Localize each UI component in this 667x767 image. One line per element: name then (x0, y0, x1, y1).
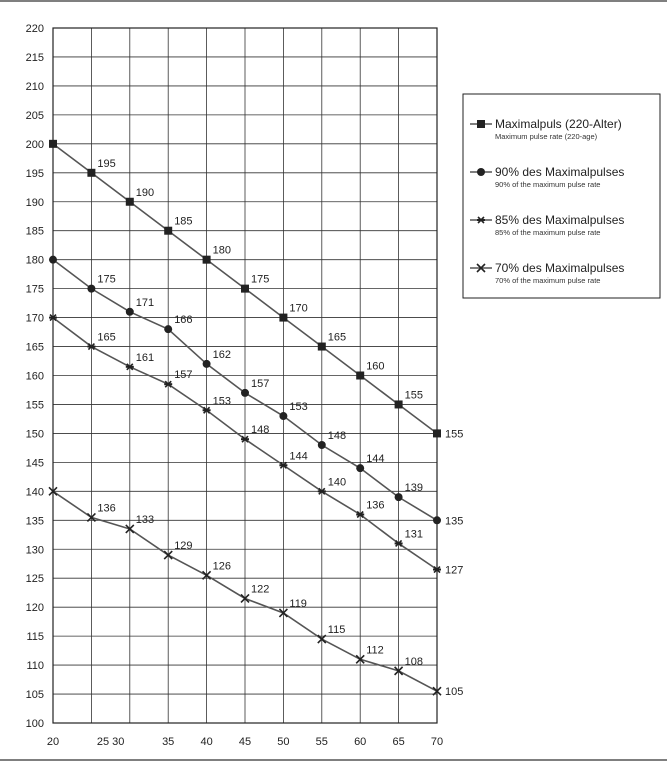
x-tick-label: 70 (430, 736, 444, 748)
data-point-circle (49, 256, 57, 264)
y-tick-label: 205 (25, 109, 44, 122)
x-tick-label: 35 (162, 736, 175, 748)
y-tick-label: 135 (25, 515, 44, 528)
data-label: 139 (404, 482, 423, 495)
data-label: 148 (251, 424, 270, 437)
data-label: 155 (404, 389, 423, 402)
plot-grid (53, 28, 437, 723)
data-label: 165 (97, 331, 116, 344)
y-tick-label: 165 (25, 341, 44, 354)
y-tick-label: 140 (25, 486, 44, 499)
y-tick-label: 115 (26, 631, 44, 644)
y-tick-label: 215 (25, 51, 44, 64)
data-label: 136 (97, 502, 116, 515)
x-tick-label: 45 (238, 736, 252, 748)
data-label: 175 (97, 273, 116, 286)
x-tick-label: 20 (46, 736, 60, 748)
data-label: 157 (251, 377, 270, 390)
y-tick-label: 180 (25, 254, 44, 267)
data-label: 153 (212, 395, 231, 408)
x-tick-label: 60 (354, 736, 367, 748)
legend-sublabel: 70% of the maximum pulse rate (495, 276, 601, 285)
series-1 (49, 140, 463, 441)
data-label: 175 (251, 273, 270, 286)
data-label: 170 (289, 302, 308, 315)
data-point-square (395, 400, 403, 408)
series-4 (49, 487, 463, 698)
data-point-circle (203, 360, 211, 368)
data-label: 160 (366, 360, 385, 373)
x-axis-ticks (47, 736, 443, 748)
legend-label: 85% des Maximalpulses (495, 213, 625, 227)
data-label: 129 (174, 540, 193, 553)
y-tick-label: 155 (25, 399, 44, 412)
y-tick-label: 145 (25, 457, 44, 470)
data-label: 127 (445, 564, 464, 577)
y-tick-label: 110 (26, 660, 44, 673)
data-point-square (87, 169, 95, 177)
data-label: 131 (404, 528, 423, 541)
data-label: 122 (251, 583, 270, 596)
y-tick-label: 105 (25, 689, 44, 702)
data-point-circle (433, 516, 441, 524)
y-tick-label: 220 (25, 23, 44, 35)
data-label: 112 (366, 644, 384, 657)
y-tick-label: 195 (25, 167, 44, 180)
data-label: 165 (327, 331, 347, 344)
data-point-square (279, 314, 287, 322)
data-point-circle (87, 285, 95, 293)
data-label: 190 (135, 186, 155, 199)
legend (463, 94, 660, 298)
legend-sublabel: Maximum pulse rate (220-age) (495, 132, 598, 141)
data-label: 144 (366, 453, 385, 466)
data-label: 135 (445, 515, 464, 528)
y-tick-label: 125 (25, 573, 44, 586)
data-label: 115 (327, 624, 346, 637)
data-label: 148 (327, 430, 347, 442)
y-tick-label: 120 (25, 602, 44, 615)
data-label: 180 (212, 244, 231, 257)
y-axis-ticks (26, 23, 44, 730)
y-tick-label: 175 (25, 283, 44, 296)
data-label: 144 (289, 450, 308, 463)
y-tick-label: 100 (25, 718, 44, 730)
data-point-circle (279, 412, 287, 420)
data-label: 119 (289, 597, 307, 610)
legend-label: 70% des Maximalpulses (495, 261, 625, 275)
x-tick-label: 65 (392, 736, 405, 748)
data-label: 133 (135, 513, 155, 526)
data-label: 105 (445, 686, 464, 699)
data-label: 157 (174, 369, 193, 382)
data-label: 126 (212, 560, 231, 573)
data-point-circle (318, 441, 326, 449)
data-label: 166 (174, 314, 193, 327)
y-tick-label: 210 (25, 80, 44, 93)
data-label: 171 (135, 296, 155, 309)
data-point-square (433, 429, 441, 437)
legend-sublabel: 85% of the maximum pulse rate (495, 228, 601, 237)
y-tick-label: 200 (25, 138, 44, 151)
data-label: 155 (445, 428, 464, 441)
legend-marker-circle (477, 168, 485, 176)
data-label: 140 (327, 476, 347, 489)
x-tick-label: 40 (200, 736, 213, 748)
data-point-circle (356, 464, 364, 472)
data-label: 195 (97, 157, 116, 170)
legend-marker-square (477, 120, 485, 128)
data-point-square (318, 343, 326, 351)
data-point-square (203, 256, 211, 264)
x-tick-label: 25 30 (96, 736, 125, 748)
legend-sublabel: 90% of the maximum pulse rate (495, 180, 601, 189)
y-tick-label: 185 (25, 225, 44, 238)
data-label: 153 (289, 401, 308, 414)
legend-label: 90% des Maximalpulses (495, 165, 625, 179)
data-label: 136 (366, 499, 385, 512)
y-tick-label: 130 (25, 544, 44, 557)
series-3 (49, 315, 463, 577)
data-point-circle (126, 308, 134, 316)
series-group (49, 140, 463, 698)
y-tick-label: 190 (25, 196, 44, 209)
data-point-circle (164, 325, 172, 333)
y-tick-label: 170 (25, 312, 44, 325)
data-point-circle (395, 493, 403, 501)
data-point-square (241, 285, 249, 293)
data-point-square (49, 140, 57, 148)
data-label: 162 (212, 348, 231, 361)
data-label: 108 (404, 655, 423, 668)
data-point-circle (241, 389, 249, 397)
data-point-square (126, 198, 134, 206)
x-tick-label: 55 (315, 736, 328, 748)
y-tick-label: 160 (25, 370, 44, 383)
x-tick-label: 50 (277, 736, 290, 748)
data-point-square (356, 372, 364, 380)
data-label: 185 (174, 215, 193, 228)
data-point-square (164, 227, 172, 235)
legend-label: Maximalpuls (220-Alter) (495, 117, 622, 131)
y-tick-label: 150 (25, 428, 44, 441)
data-label: 161 (135, 351, 155, 364)
